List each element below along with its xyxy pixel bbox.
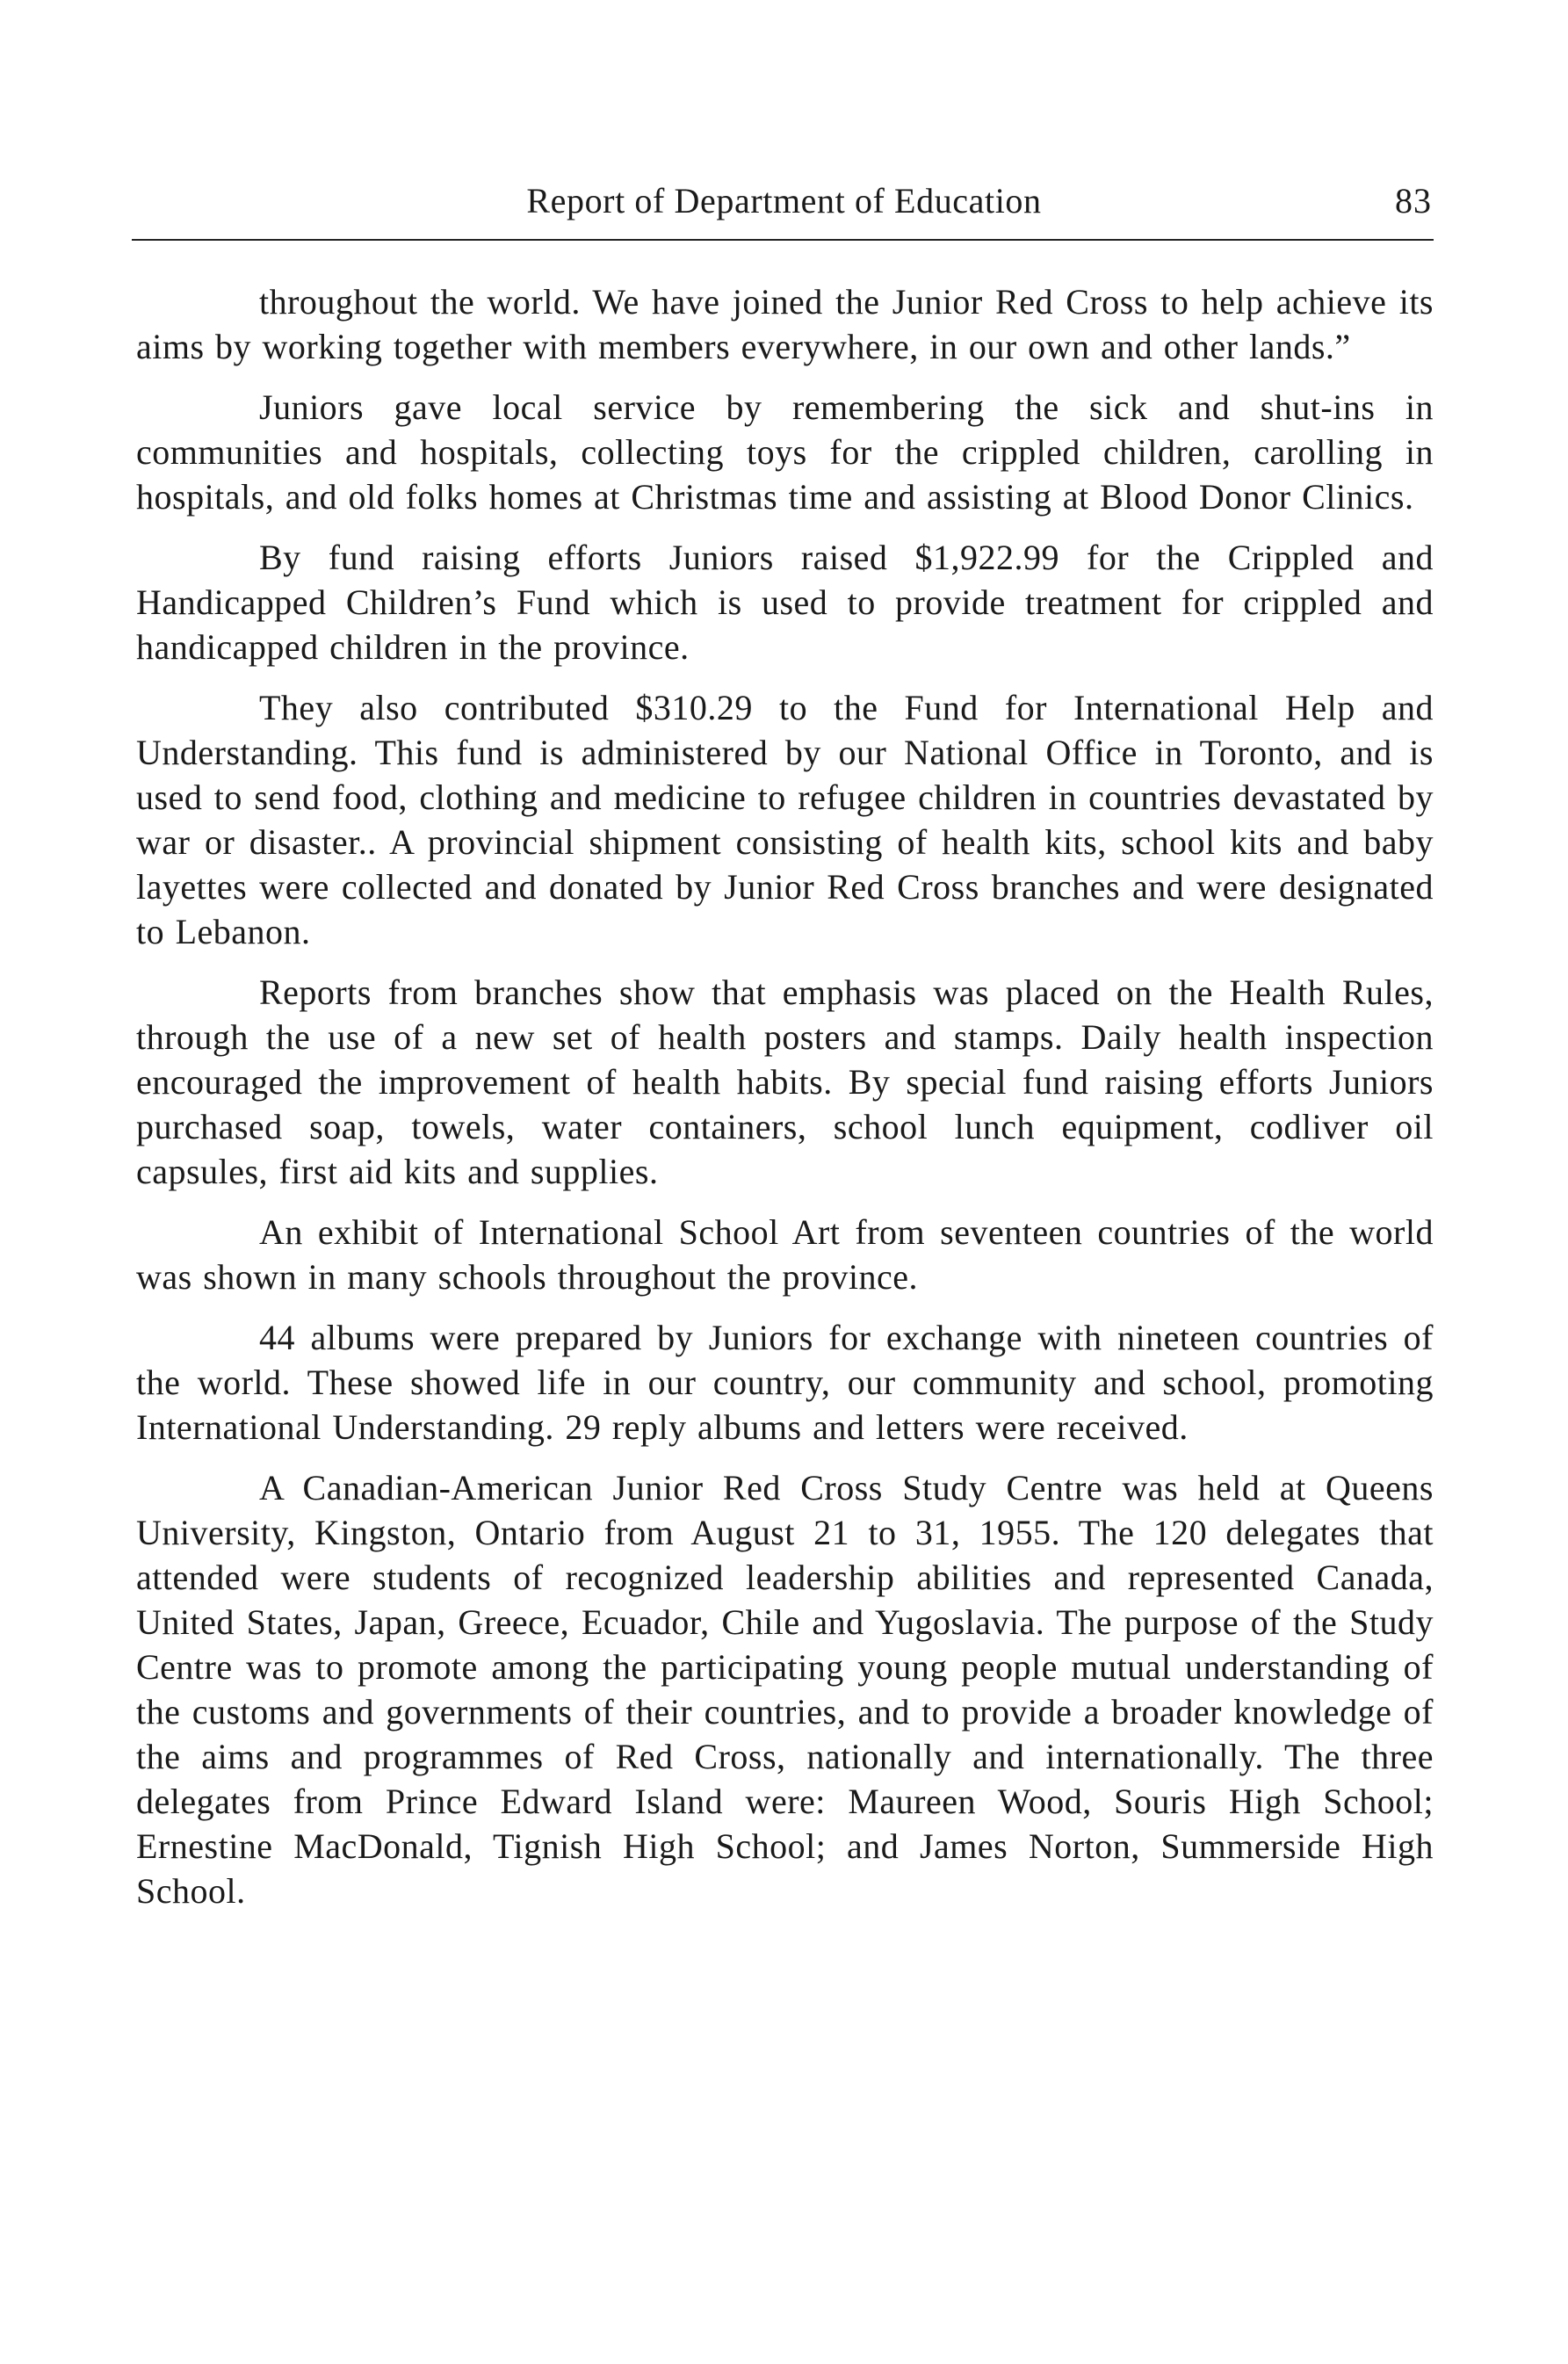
paragraph-local-service: Juniors gave local service by remembering the sick and shut-ins in communities and hospitals, collecting toys for the crippled children, carolling in hospitals, and old folks homes at Christmas time and assisting at Blood Donor Clinics. — [136, 387, 1434, 517]
paragraph-albums: 44 albums were prepared by Juniors for exchange with nineteen countries of the world. These showed life in our country, our community and school, promoting International Understanding. 29 reply albums and letters were received. — [136, 1318, 1434, 1447]
paragraph-continuation: throughout the world. We have joined the Junior Red Cross to help achieve its aims by working together with members everywhere, in our own and other lands.” — [136, 282, 1434, 366]
paragraph-international-help-fund: They also contributed $310.29 to the Fund for International Help and Understanding. This fund is administered by our National Office in Toronto, and is used to send food, clothing and medicine to refugee children in countries devastated by war or disaster.. A provincial shipment consisting of health kits, school kits and baby layettes were collected and donated by Junior Red Cross branches and were designated to Lebanon. — [136, 688, 1434, 951]
paragraph-study-centre: A Canadian-American Junior Red Cross Study Centre was held at Queens University, Kingston, Ontario from August 21 to 31, 1955. The 120 delegates that attended were students of recognized leadership abilities and represented Canada, United States, Japan, Greece, Ecuador, Chile and Yugoslavia. The purpose of the Study Centre was to promote among the participating young people mutual understanding of the customs and governments of their countries, and to provide a broader knowledge of the aims and programmes of Red Cross, nationally and internationally. The three delegates from Prince Edward Island were: Maureen Wood, Souris High School; Ernestine MacDonald, Tignish High School; and James Norton, Summerside High School. — [136, 1468, 1434, 1911]
paragraph-crippled-children-fund: By fund raising efforts Juniors raised $1,922.99 for the Crippled and Handicapped Children’s Fund which is used to provide treatment for crippled and handicapped children in the province. — [136, 538, 1434, 667]
paragraph-school-art-exhibit: An exhibit of International School Art from seventeen countries of the world was shown in many schools throughout the province. — [136, 1212, 1434, 1297]
body-text — [136, 279, 1434, 1929]
page-number: 83 — [1395, 181, 1432, 220]
running-header — [136, 180, 1432, 233]
header-rule — [132, 239, 1434, 241]
paragraph-health-rules: Reports from branches show that emphasis was placed on the Health Rules, through the use of a new set of health posters and stamps. Daily health inspection encouraged the improvement of health habits. By special fund raising efforts Juniors purchased soap, towels, water containers, school lunch equipment, codliver oil capsules, first aid kits and supplies. — [136, 972, 1434, 1191]
running-title: Report of Department of Education — [526, 181, 1042, 220]
